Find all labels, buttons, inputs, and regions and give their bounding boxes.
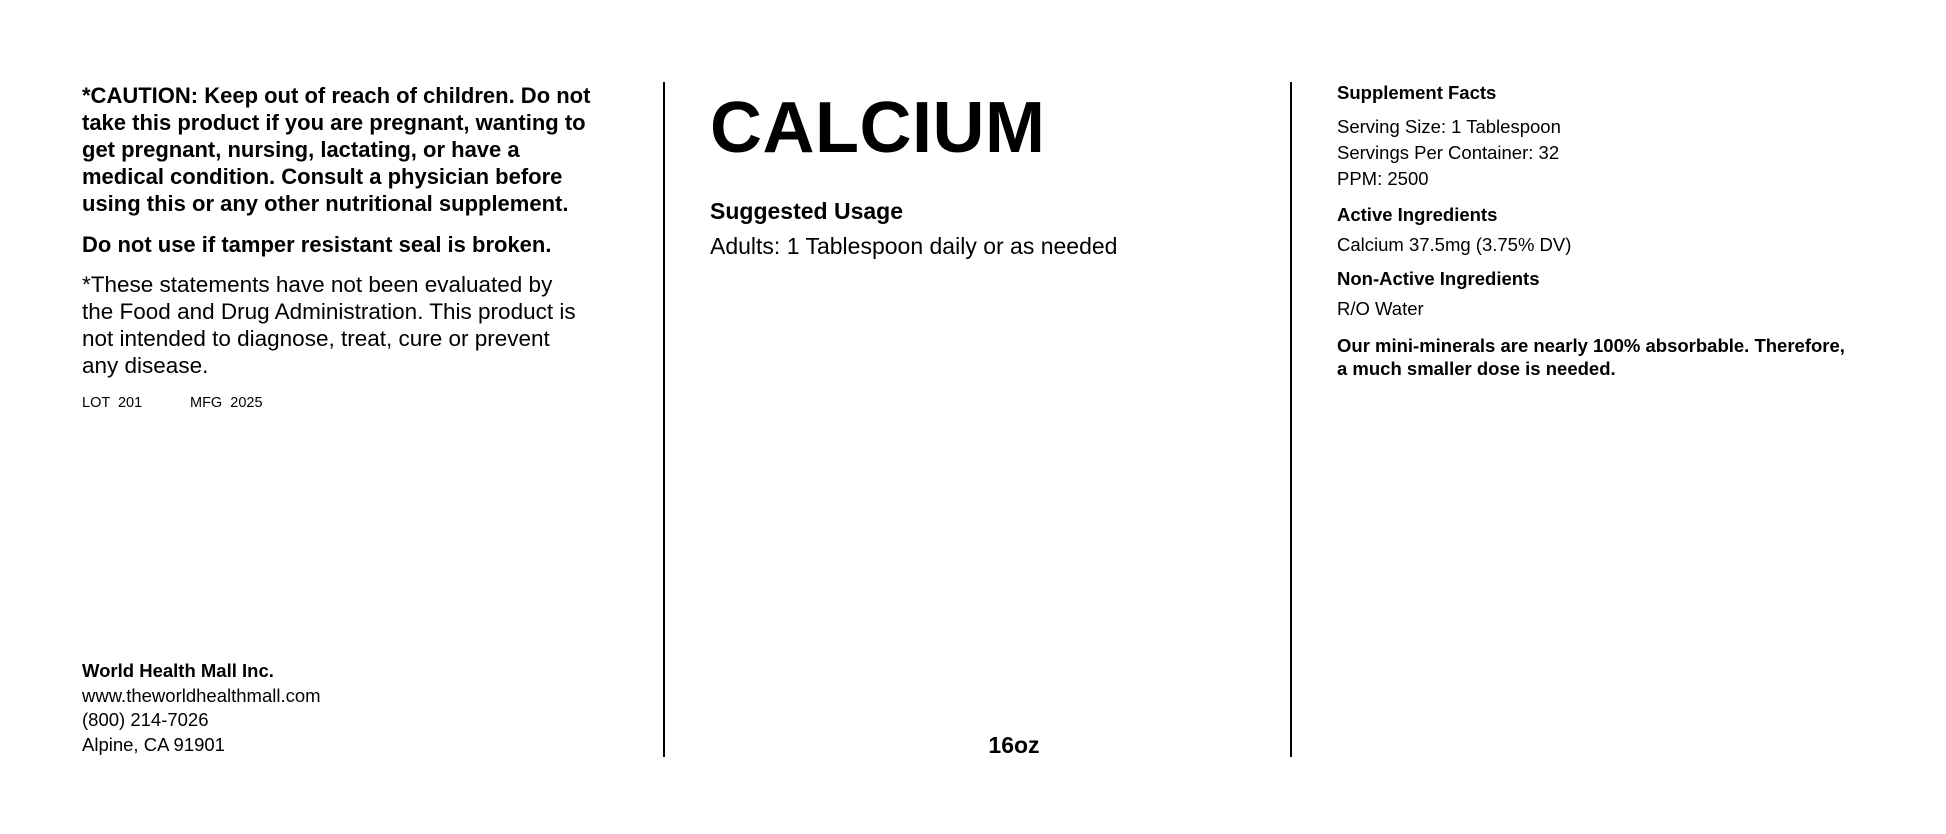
label-middle-panel bbox=[710, 82, 1250, 757]
divider-left bbox=[663, 82, 665, 757]
company-name: World Health Mall Inc. bbox=[82, 660, 274, 681]
caution-warning: *CAUTION: Keep out of reach of children. Do not take this product if you are pregnant, wanting to get pregnant, nursing, lactating, or have a medical condition. Consult a physician before using this or any other nutritional supplement. bbox=[82, 83, 591, 216]
absorption-note: Our mini-minerals are nearly 100% absorbable. Therefore, a much smaller dose is needed. bbox=[1337, 335, 1845, 379]
label-right-panel bbox=[1337, 82, 1877, 757]
lot-mfg-row bbox=[82, 395, 622, 411]
ppm: PPM: 2500 bbox=[1337, 168, 1429, 189]
active-ingredients-value: Calcium 37.5mg (3.75% DV) bbox=[1337, 234, 1572, 255]
company-info bbox=[82, 659, 321, 757]
nonactive-ingredients-value: R/O Water bbox=[1337, 298, 1424, 319]
mfg-year: MFG 2025 bbox=[190, 395, 263, 411]
product-size bbox=[710, 733, 1250, 757]
lot-number: LOT 201 bbox=[82, 395, 143, 411]
company-website: www.theworldhealthmall.com bbox=[82, 684, 321, 706]
divider-right bbox=[1290, 82, 1292, 757]
product-title: CALCIUM bbox=[710, 88, 1046, 168]
company-phone: (800) 214-7026 bbox=[82, 709, 209, 730]
nonactive-ingredients-heading: Non-Active Ingredients bbox=[1337, 268, 1540, 289]
servings-per-container: Servings Per Container: 32 bbox=[1337, 142, 1560, 163]
fda-disclaimer: *These statements have not been evaluated by the Food and Drug Administration. This product is not intended to diagnose, treat, cure or prevent any disease. bbox=[82, 272, 576, 378]
seal-warning: Do not use if tamper resistant seal is broken. bbox=[82, 232, 552, 257]
supplement-facts-title: Supplement Facts bbox=[1337, 82, 1497, 103]
serving-info bbox=[1337, 114, 1877, 192]
active-ingredients-heading: Active Ingredients bbox=[1337, 204, 1498, 225]
label-left-panel bbox=[82, 82, 622, 757]
product-size-text: 16oz bbox=[988, 732, 1040, 758]
serving-size: Serving Size: 1 Tablespoon bbox=[1337, 116, 1561, 137]
usage-heading: Suggested Usage bbox=[710, 198, 903, 224]
usage-text: Adults: 1 Tablespoon daily or as needed bbox=[710, 233, 1118, 259]
company-address: Alpine, CA 91901 bbox=[82, 733, 225, 755]
